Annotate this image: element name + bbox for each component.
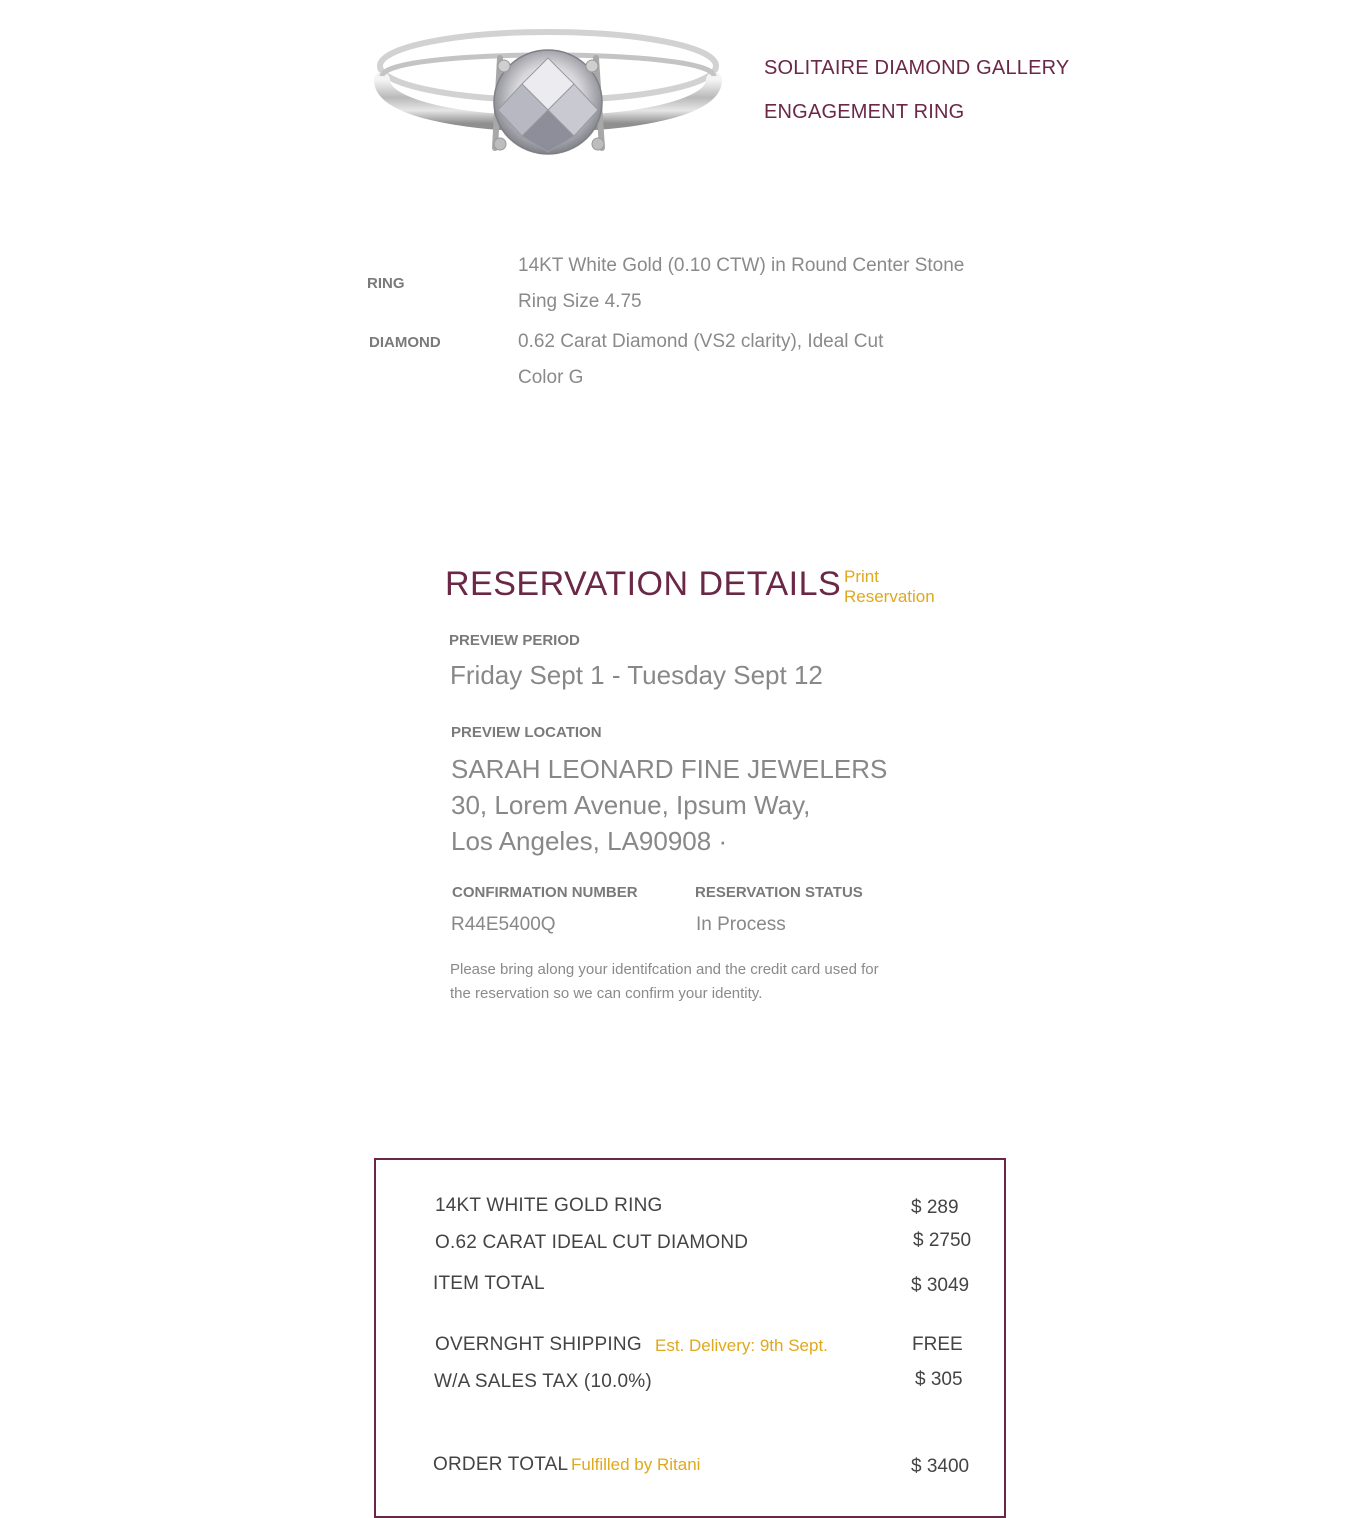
ring-spec-label: RING — [367, 275, 405, 292]
item-total-price: $ 3049 — [911, 1275, 970, 1296]
preview-location-label: PREVIEW LOCATION — [451, 724, 602, 741]
product-title-line2: ENGAGEMENT RING — [764, 101, 965, 123]
summary-diamond-price: $ 2750 — [913, 1230, 972, 1251]
ring-spec-value-2: Ring Size 4.75 — [518, 291, 642, 312]
shipping-label: OVERNGHT SHIPPING — [435, 1334, 642, 1355]
diamond-spec-label: DIAMOND — [369, 334, 441, 351]
diamond-spec-value-1: 0.62 Carat Diamond (VS2 clarity), Ideal Cut — [518, 331, 884, 352]
confirmation-number-value: R44E5400Q — [451, 914, 556, 935]
shipping-price: FREE — [912, 1334, 963, 1355]
reservation-status-label: RESERVATION STATUS — [695, 884, 863, 901]
ring-icon — [370, 18, 730, 168]
summary-ring-label: 14KT WHITE GOLD RING — [435, 1195, 663, 1216]
product-title-line1: SOLITAIRE DIAMOND GALLERY — [764, 57, 1070, 79]
location-street: 30, Lorem Avenue, Ipsum Way, — [451, 790, 811, 820]
reservation-status-value: In Process — [696, 914, 786, 935]
identification-note: Please bring along your identifcation and the credit card used for the reservation so we can confirm your identity. — [450, 961, 879, 1002]
diamond-spec-value-2: Color G — [518, 367, 584, 388]
item-total-label: ITEM TOTAL — [433, 1273, 545, 1294]
confirmation-number-label: CONFIRMATION NUMBER — [452, 884, 638, 901]
ring-spec-value-1: 14KT White Gold (0.10 CTW) in Round Center Stone — [518, 255, 965, 276]
sales-tax-price: $ 305 — [915, 1369, 963, 1390]
location-name: SARAH LEONARD FINE JEWELERS — [451, 754, 888, 784]
summary-ring-price: $ 289 — [911, 1197, 959, 1218]
summary-diamond-label: O.62 CARAT IDEAL CUT DIAMOND — [435, 1232, 749, 1253]
preview-period-label: PREVIEW PERIOD — [449, 632, 580, 649]
print-reservation-link[interactable]: Print Reservation — [844, 567, 935, 606]
preview-period-value: Friday Sept 1 - Tuesday Sept 12 — [450, 660, 823, 690]
sales-tax-label: W/A SALES TAX (10.0%) — [434, 1371, 652, 1392]
order-total-price: $ 3400 — [911, 1456, 970, 1477]
shipping-estimate: Est. Delivery: 9th Sept. — [655, 1336, 828, 1355]
location-city: Los Angeles, LA90908 · — [451, 826, 728, 856]
reservation-heading: RESERVATION DETAILS — [445, 565, 842, 603]
order-total-label: ORDER TOTAL — [433, 1454, 569, 1475]
fulfilled-by-note: Fulfilled by Ritani — [571, 1455, 701, 1474]
